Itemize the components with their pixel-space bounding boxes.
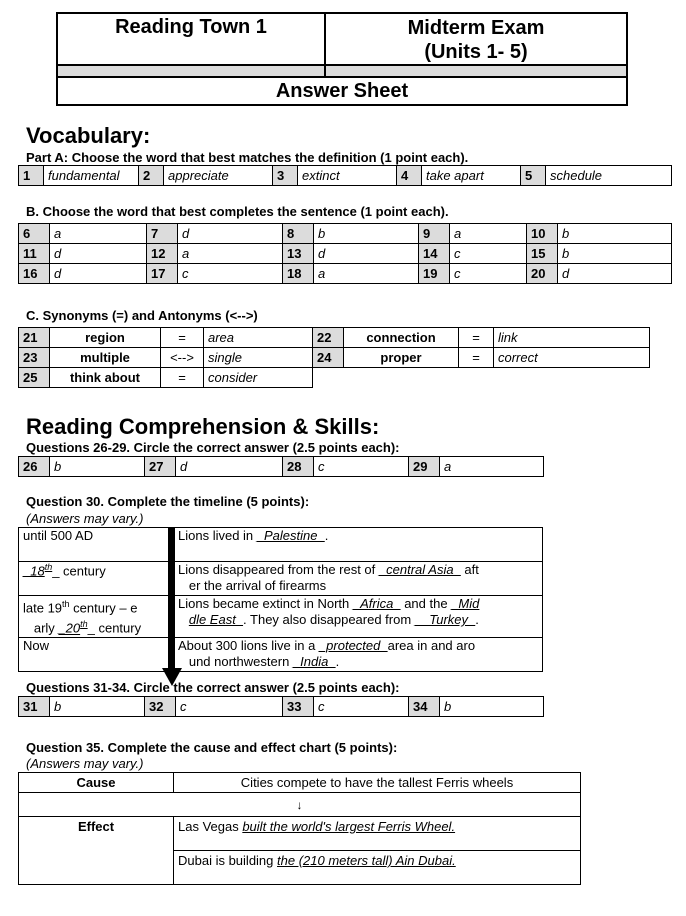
answer: c (450, 264, 527, 284)
cause-text: Cities compete to have the tallest Ferris wheels (174, 773, 581, 793)
cause-effect-chart (18, 772, 581, 885)
q-number: 5 (521, 166, 546, 186)
q-number: 7 (147, 224, 178, 244)
answer: appreciate (164, 166, 273, 186)
timeline-event: Lions disappeared from the rest of _central Asia_ aft er the arrival of firearms (174, 562, 543, 596)
answer: b (50, 697, 145, 717)
relation-sign: = (459, 348, 494, 368)
q-number: 3 (273, 166, 298, 186)
partB-label: B. Choose the word that best completes the sentence (1 point each). (26, 204, 449, 219)
timeline-arrow-shaft (168, 528, 175, 670)
answer: a (314, 264, 419, 284)
word: connection (344, 328, 459, 348)
q-number: 32 (145, 697, 176, 717)
header-table (56, 12, 628, 106)
effect-1: Las Vegas built the world's largest Ferris Wheel. (174, 817, 581, 851)
timeline-table (18, 527, 543, 672)
timeline-event: Lions lived in _Palestine_. (174, 528, 543, 562)
answer: schedule (546, 166, 672, 186)
answer: a (50, 224, 147, 244)
q-number: 14 (419, 244, 450, 264)
q30-note: (Answers may vary.) (26, 511, 144, 526)
q-number: 27 (145, 457, 176, 477)
timeline-time: Now (19, 637, 174, 671)
down-arrow-icon: ↓ (19, 793, 581, 817)
exam-title-line1: Midterm Exam (407, 17, 545, 39)
relation-sign: = (161, 368, 204, 388)
answer: b (314, 224, 419, 244)
answer: b (558, 224, 672, 244)
answer: c (178, 264, 283, 284)
answer: c (314, 697, 409, 717)
effect-label: Effect (19, 817, 174, 885)
q26-table (18, 456, 544, 477)
q-number: 19 (419, 264, 450, 284)
timeline-time: until 500 AD (19, 528, 174, 562)
book-title: Reading Town 1 (57, 13, 325, 65)
q-number: 13 (283, 244, 314, 264)
timeline-time: late 19th century – e arly _20th_ century (19, 596, 174, 638)
q-number: 9 (419, 224, 450, 244)
timeline-time: _18th_ century (19, 562, 174, 596)
partA-label: Part A: Choose the word that best matches the definition (1 point each). (26, 150, 469, 165)
answer: take apart (422, 166, 521, 186)
answer: single (204, 348, 313, 368)
timeline-event: About 300 lions live in a _protected_area in and aro und northwestern _India_. (174, 637, 543, 671)
q-number: 21 (19, 328, 50, 348)
answer: b (558, 244, 672, 264)
q-number: 4 (397, 166, 422, 186)
answer: d (50, 264, 147, 284)
exam-title (325, 13, 627, 65)
relation-sign: = (459, 328, 494, 348)
partB-table (18, 223, 672, 284)
q31-label: Questions 31-34. Circle the correct answer (2.5 points each): (26, 680, 400, 695)
q-number: 34 (409, 697, 440, 717)
answer: d (314, 244, 419, 264)
answer: a (450, 224, 527, 244)
answer: d (558, 264, 672, 284)
q-number: 1 (19, 166, 44, 186)
q-number: 10 (527, 224, 558, 244)
word: think about (50, 368, 161, 388)
q-number: 17 (147, 264, 178, 284)
q-number: 25 (19, 368, 50, 388)
partC-label: C. Synonyms (=) and Antonyms (<-->) (26, 308, 258, 323)
partC-table (18, 327, 650, 388)
answer: area (204, 328, 313, 348)
relation-sign: <--> (161, 348, 204, 368)
cause-label: Cause (19, 773, 174, 793)
q26-label: Questions 26-29. Circle the correct answer (2.5 points each): (26, 440, 400, 455)
q-number: 26 (19, 457, 50, 477)
answer: a (178, 244, 283, 264)
answer: b (50, 457, 145, 477)
answer-sheet-title: Answer Sheet (57, 77, 627, 105)
q-number: 6 (19, 224, 50, 244)
q-number: 11 (19, 244, 50, 264)
timeline-event: Lions became extinct in North _Africa_ and the _Mid dle East_. They also disappeared from __Turkey_. (174, 596, 543, 638)
q-number: 16 (19, 264, 50, 284)
answer: consider (204, 368, 313, 388)
q-number: 22 (313, 328, 344, 348)
answer: a (440, 457, 544, 477)
q-number: 8 (283, 224, 314, 244)
q-number: 31 (19, 697, 50, 717)
q-number: 18 (283, 264, 314, 284)
vocab-title: Vocabulary: (26, 123, 151, 148)
word: region (50, 328, 161, 348)
q-number: 12 (147, 244, 178, 264)
q30-label: Question 30. Complete the timeline (5 points): (26, 494, 310, 509)
answer: d (178, 224, 283, 244)
answer: d (176, 457, 283, 477)
answer: extinct (298, 166, 397, 186)
answer: d (50, 244, 147, 264)
answer: b (440, 697, 544, 717)
q-number: 24 (313, 348, 344, 368)
partA-table (18, 165, 672, 186)
answer: link (494, 328, 650, 348)
q-number: 33 (283, 697, 314, 717)
answer: c (176, 697, 283, 717)
q-number: 2 (139, 166, 164, 186)
q31-table (18, 696, 544, 717)
exam-title-line2: (Units 1- 5) (424, 41, 528, 63)
word: multiple (50, 348, 161, 368)
answer: fundamental (44, 166, 139, 186)
relation-sign: = (161, 328, 204, 348)
q-number: 28 (283, 457, 314, 477)
q-number: 20 (527, 264, 558, 284)
q-number: 15 (527, 244, 558, 264)
reading-title: Reading Comprehension & Skills: (26, 414, 380, 439)
answer: c (314, 457, 409, 477)
answer: c (450, 244, 527, 264)
effect-2: Dubai is building the (210 meters tall) Ain Dubai. (174, 851, 581, 885)
q35-note: (Answers may vary.) (26, 756, 144, 771)
answer: correct (494, 348, 650, 368)
word: proper (344, 348, 459, 368)
q35-label: Question 35. Complete the cause and effect chart (5 points): (26, 740, 398, 755)
q-number: 29 (409, 457, 440, 477)
q-number: 23 (19, 348, 50, 368)
